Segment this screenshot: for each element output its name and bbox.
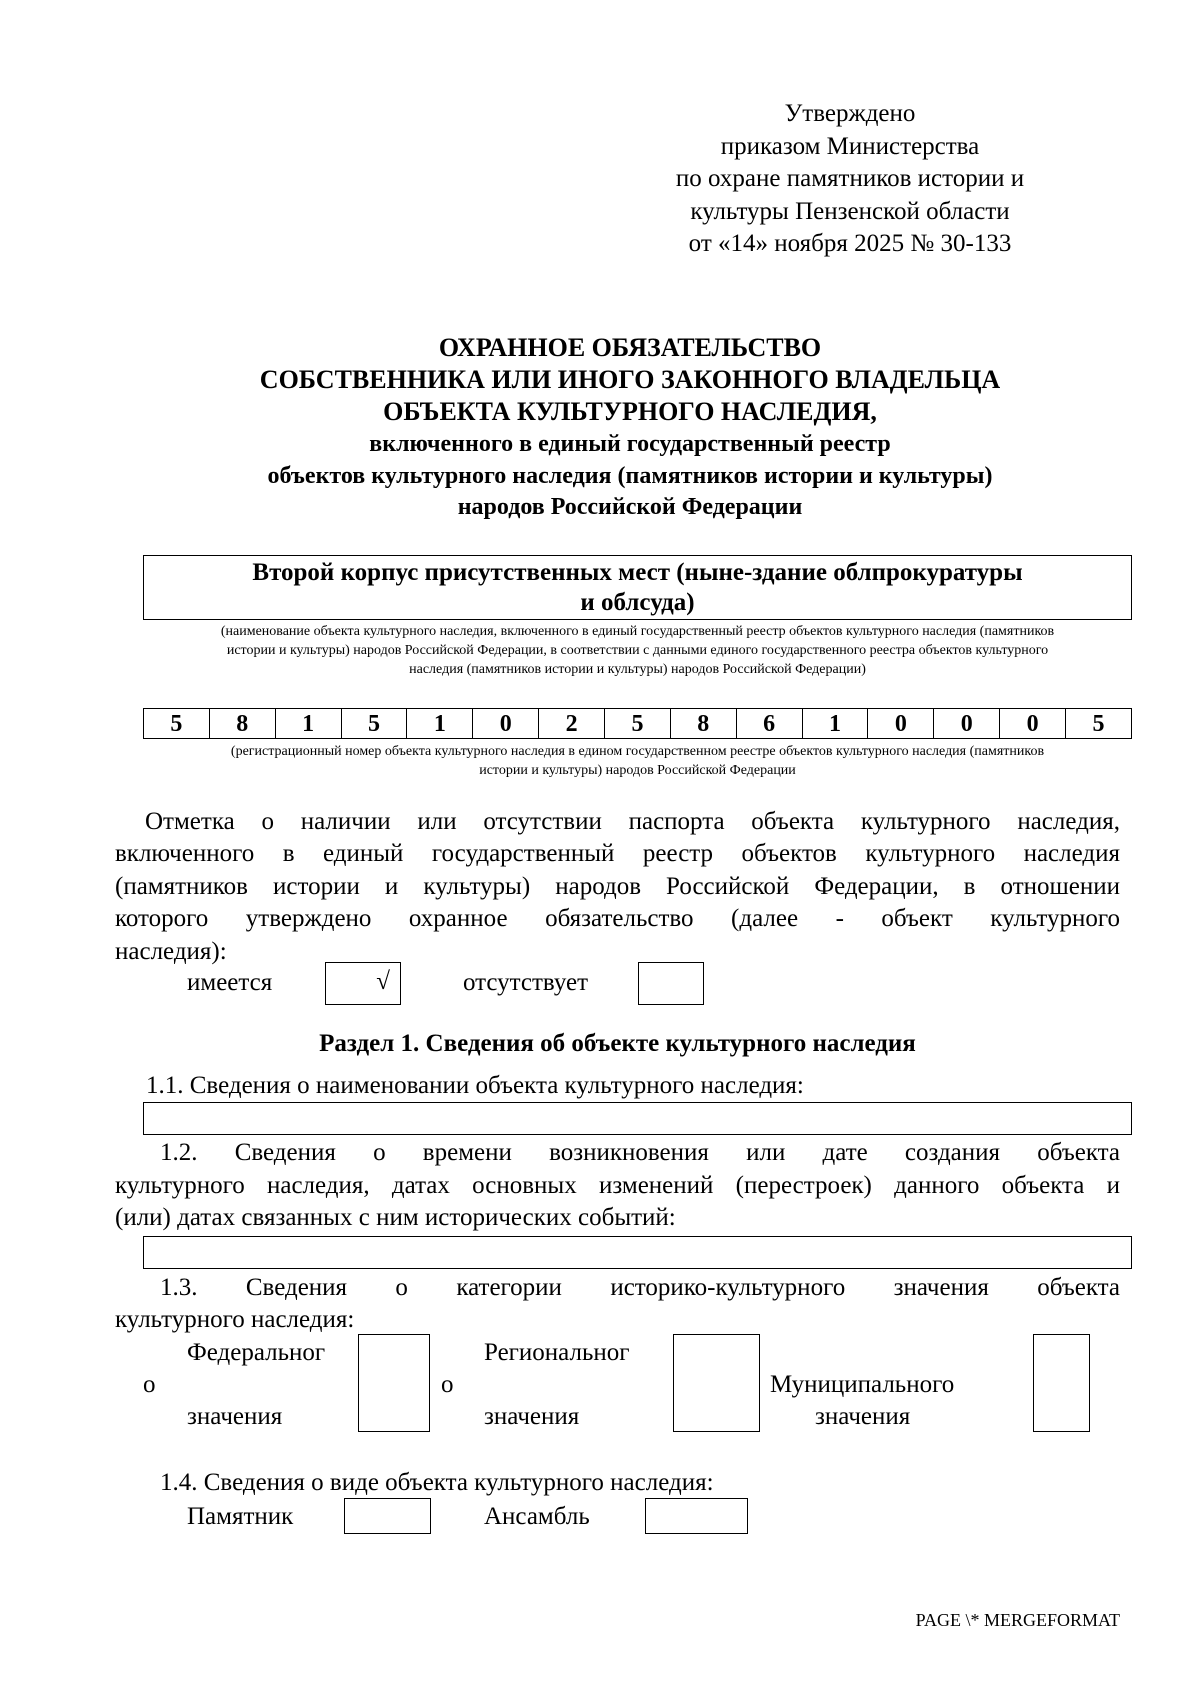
passport-has-checkbox[interactable] (325, 962, 401, 1005)
ensemble-label: Ансамбль (484, 1503, 590, 1530)
regional-label: значения (484, 1403, 580, 1430)
passport-has-label: имеется (187, 969, 273, 996)
question-1-2-line: (или) датах связанных с ним исторических событий: (115, 1204, 676, 1231)
approval-line: приказом Министерства (720, 132, 980, 160)
document-title-line: ОХРАННОЕ ОБЯЗАТЕЛЬСТВО (438, 333, 822, 362)
registration-digit: 6 (736, 709, 802, 739)
municipal-label: значения (815, 1403, 911, 1430)
passport-absent-label: отсутствует (463, 969, 589, 996)
document-subtitle-line: включенного в единый государственный реестр (369, 431, 891, 457)
question-1-3-line: культурного наследия: (115, 1306, 355, 1333)
passport-text-line: включенного в единый государственный реестр объектов культурного наследия (115, 840, 1120, 867)
question-1-4: 1.4. Сведения о виде объекта культурного наследия: (160, 1469, 714, 1496)
registration-digit: 5 (1066, 709, 1132, 739)
monument-checkbox[interactable] (344, 1498, 431, 1534)
caption-line: истории и культуры) народов Российской Федерации (479, 763, 796, 778)
document-subtitle-line: народов Российской Федерации (457, 494, 803, 520)
passport-text-line: которого утверждено охранное обязательство (далее - объект культурного (115, 905, 1120, 932)
caption-line: истории и культуры) народов Российской Федерации, в соответствии с данными единого государственного реестра объектов культурного (226, 643, 1049, 658)
registration-digit: 0 (1000, 709, 1066, 739)
approval-line: культуры Пензенской области (690, 197, 1010, 225)
municipal-label: Муниципального (770, 1371, 955, 1398)
federal-label: значения (187, 1403, 283, 1430)
object-name-caption (130, 622, 1145, 679)
object-name-line: Второй корпус присутственных мест (ныне-здание облпрокуратуры (252, 559, 1023, 586)
regional-checkbox[interactable] (673, 1334, 760, 1432)
registration-caption (130, 742, 1145, 780)
registration-digit: 1 (407, 709, 473, 739)
creation-date-field[interactable] (143, 1236, 1132, 1269)
caption-line: (наименование объекта культурного наследия, включенного в единый государственный реестр объектов культурного наследия (памятников (220, 624, 1055, 639)
section-1-heading: Раздел 1. Сведения об объекте культурного наследия (319, 1030, 916, 1057)
caption-line: наследия (памятников истории и культуры) народов Российской Федерации) (409, 662, 866, 677)
question-1-2-line: 1.2. Сведения о времени возникновения или дате создания объекта (160, 1139, 1120, 1166)
registration-digit: 5 (144, 709, 210, 739)
registration-digit: 0 (473, 709, 539, 739)
passport-text-line: Отметка о наличии или отсутствии паспорта объекта культурного наследия, (145, 808, 1120, 835)
registration-digit: 5 (341, 709, 407, 739)
question-1-3-line: 1.3. Сведения о категории историко-культурного значения объекта (160, 1274, 1120, 1301)
approval-block (600, 98, 1100, 261)
question-1-1: 1.1. Сведения о наименовании объекта культурного наследия: (146, 1072, 804, 1099)
checkmark-icon: √ (376, 968, 390, 995)
monument-label: Памятник (187, 1503, 294, 1530)
object-name-box (143, 555, 1132, 620)
approval-line: Утверждено (784, 100, 916, 127)
regional-label: Региональног (484, 1339, 630, 1366)
federal-label: Федеральног (187, 1339, 326, 1366)
registration-digit: 8 (670, 709, 736, 739)
registration-number-table (143, 708, 1132, 739)
document-title-line: СОБСТВЕННИКА ИЛИ ИНОГО ЗАКОННОГО ВЛАДЕЛЬЦА (259, 365, 1001, 394)
passport-absent-checkbox[interactable] (638, 962, 704, 1005)
registration-digit: 0 (934, 709, 1000, 739)
page-footer-field: PAGE \* MERGEFORMAT (915, 1610, 1120, 1630)
federal-label: о (143, 1371, 156, 1398)
registration-digit: 1 (275, 709, 341, 739)
approval-line: от «14» ноября 2025 № 30-133 (688, 230, 1012, 257)
registration-digit: 8 (209, 709, 275, 739)
object-name-line: и облсуда) (580, 589, 695, 616)
registration-digit: 5 (605, 709, 671, 739)
municipal-checkbox[interactable] (1033, 1334, 1090, 1432)
registration-number-row (144, 709, 1132, 739)
document-title-line: ОБЪЕКТА КУЛЬТУРНОГО НАСЛЕДИЯ, (383, 397, 877, 426)
ensemble-checkbox[interactable] (645, 1498, 748, 1534)
object-name-field[interactable] (143, 1102, 1132, 1135)
document-subtitle-line: объектов культурного наследия (памятников истории и культуры) (267, 463, 993, 489)
caption-line: (регистрационный номер объекта культурного наследия в едином государственном реестре объектов культурного наследия (памятников (230, 744, 1045, 759)
registration-digit: 0 (868, 709, 934, 739)
regional-label: о (441, 1371, 454, 1398)
approval-line: по охране памятников истории и (675, 165, 1025, 192)
federal-checkbox[interactable] (358, 1334, 430, 1432)
passport-text-line: наследия): (115, 938, 227, 965)
registration-digit: 1 (802, 709, 868, 739)
registration-digit: 2 (539, 709, 605, 739)
question-1-2-line: культурного наследия, датах основных изменений (перестроек) данного объекта и (115, 1172, 1120, 1199)
passport-text-line: (памятников истории и культуры) народов Российской Федерации, в отношении (115, 873, 1120, 900)
